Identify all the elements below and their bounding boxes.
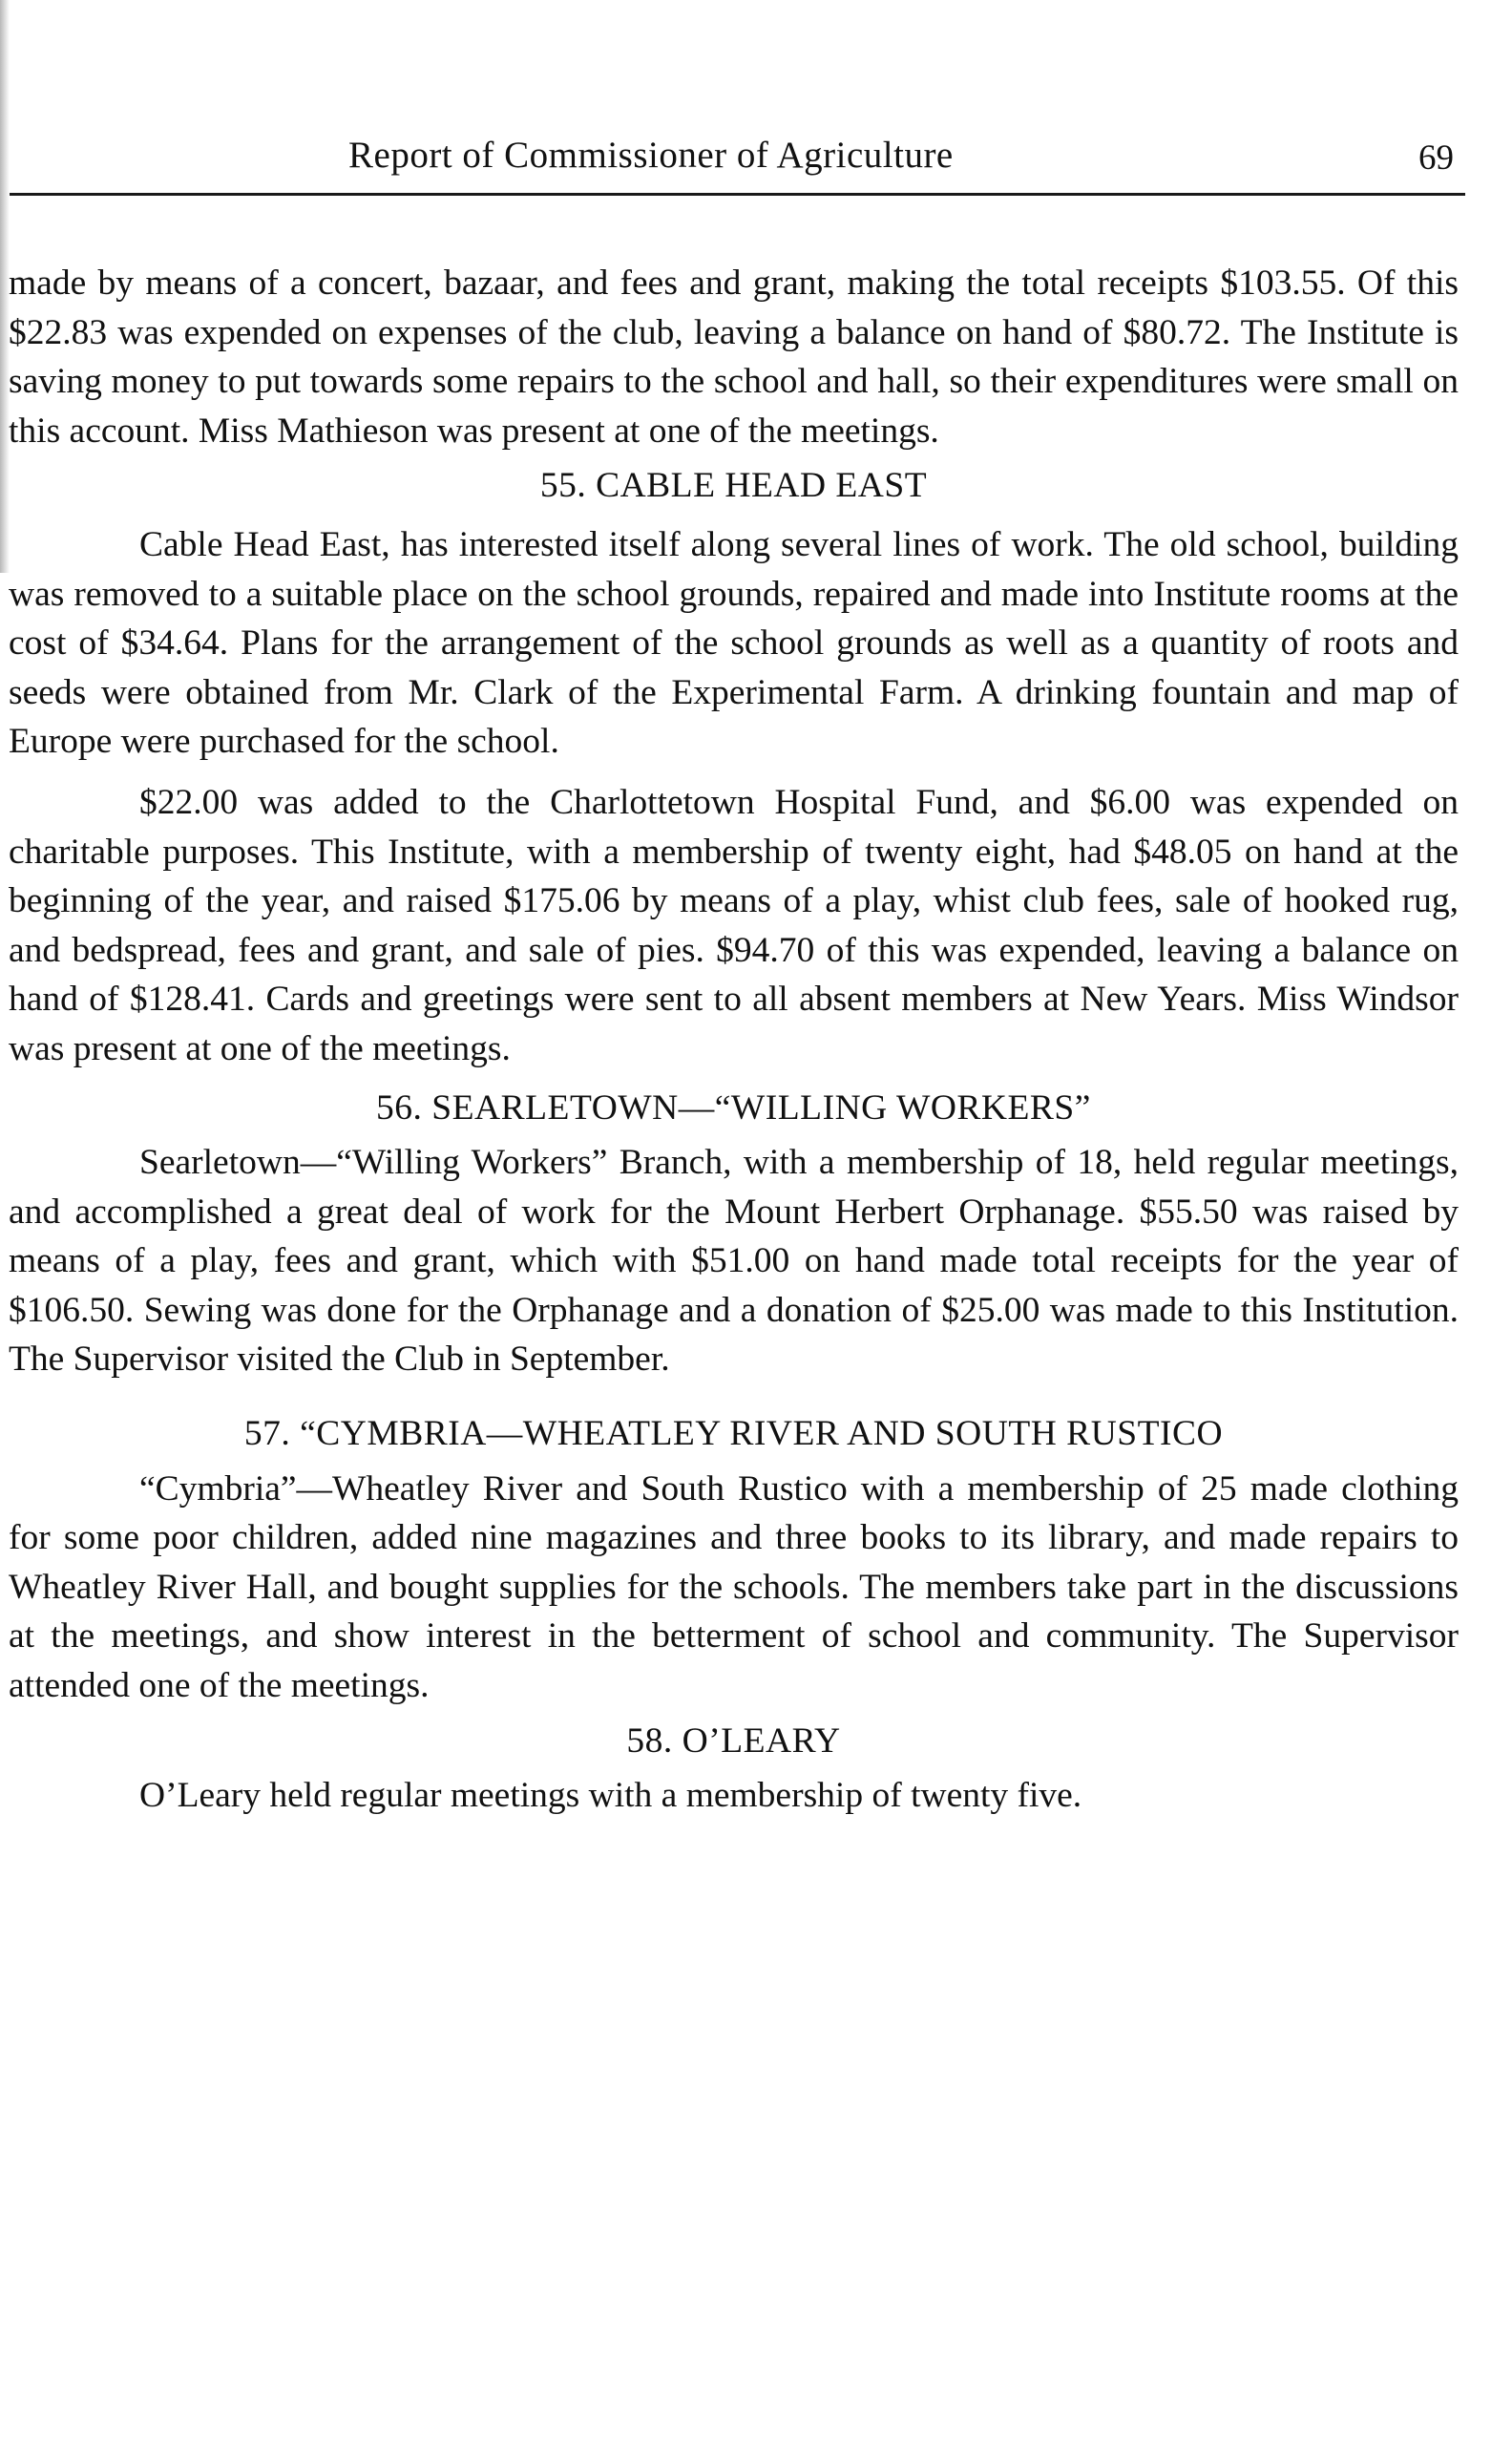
running-header <box>10 134 1465 196</box>
section-heading-58: 58. O’LEARY <box>626 1720 841 1761</box>
section-55-paragraph-2: $22.00 was added to the Charlottetown Hospital Fund, and $6.00 was expended on charitable purposes. This Institute, with a membership of twenty eight, had $48.05 on hand at the beginning of the year, and raised $175.06 by means of a play, whist club fees, sale of hooked rug, and bedspread, fees and grant, and sale of pies. $94.70 of this was expended, leaving a balance on hand of $128.41. Cards and greetings were sent to all absent members at New Years. Miss Windsor was present at one of the meetings. <box>9 782 1459 1068</box>
section-heading-56: 56. SEARLETOWN—“WILLING WORKERS” <box>376 1087 1091 1128</box>
continued-paragraph: made by means of a concert, bazaar, and fees and grant, making the total receipts $103.55. Of this $22.83 was expended on expenses of the club, leaving a balance on hand of $80.72. The Institute is saving money to put towards some repairs to the school and hall, so their expenditures were small on this account. Miss Mathieson was present at one of the meetings. <box>9 264 1459 451</box>
section-58-paragraph: O’Leary held regular meetings with a membership of twenty five. <box>139 1776 1082 1816</box>
section-56-paragraph: Searletown—“Willing Workers” Branch, with a membership of 18, held regular meetings, and accomplished a great deal of work for the Mount Herbert Orphanage. $55.50 was raised by means of a play, fees and grant, which with $51.00 on hand made total receipts for the year of $106.50. Sewing was done for the Orphanage and a donation of $25.00 was made to this Institution. The Supervisor visited the Club in September. <box>9 1143 1459 1380</box>
header-title: Report of Commissioner of Agriculture <box>348 135 954 176</box>
section-55-paragraph-1: Cable Head East, has interested itself along several lines of work. The old school, building was removed to a suitable place on the school grounds, repaired and made into Institute rooms at the cost of $34.64. Plans for the arrangement of the school grounds as well as a quantity of roots and seeds were obtained from Mr. Clark of the Experimental Farm. A drinking fountain and map of Europe were purchased for the school. <box>9 524 1459 762</box>
page-body <box>9 259 1459 1821</box>
section-heading-55: 55. CABLE HEAD EAST <box>539 466 928 506</box>
page-number: 69 <box>1418 138 1454 178</box>
section-57-paragraph: “Cymbria”—Wheatley River and South Rustico with a membership of 25 made clothing for some poor children, added nine magazines and three books to its library, and made repairs to Wheatley River Hall, and bought supplies for the schools. The members take part in the discussions at the meetings, and show interest in the betterment of school and community. The Supervisor attended one of the meetings. <box>9 1468 1459 1706</box>
section-heading-57: 57. “CYMBRIA—WHEATLEY RIVER AND SOUTH RUSTICO <box>243 1414 1224 1454</box>
